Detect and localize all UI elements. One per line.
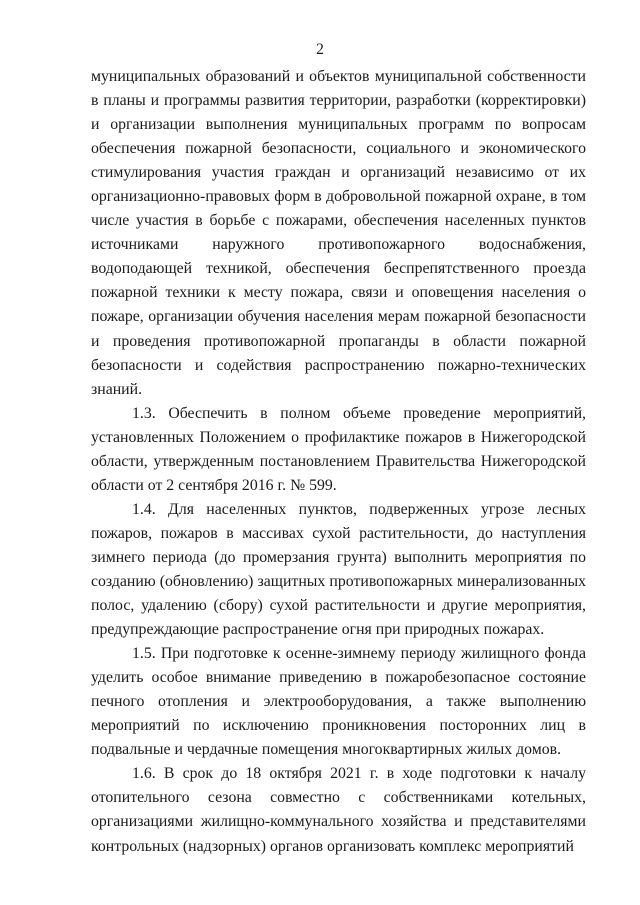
paragraph-1-5: 1.5. При подготовке к осенне-зимнему периоду жилищного фонда уделить особое внимание приведению в пожаробезопасное состояние печного отопления и электрооборудования, а также выполнению мероприятий по исключению проникновения посторонних лиц в подвальные и чердачные помещения многоквартирных жилых домов. xyxy=(91,645,586,759)
page-number: 2 xyxy=(316,41,324,58)
document-body xyxy=(91,65,586,859)
paragraph-1-6: 1.6. В срок до 18 октября 2021 г. в ходе подготовки к началу отопительного сезона совместно с собственниками котельных, организациями жилищно-коммунального хозяйства и представителями контрольных (надзорных) органов организовать комплекс мероприятий xyxy=(91,765,586,855)
paragraph-continuation: муниципальных образований и объектов муниципальной собственности в планы и программы развития территории, разработки (корректировки) и организации выполнения муниципальных программ по вопросам обеспечения пожарной безопасности, социального и экономического стимулирования участия граждан и организаций независимо от их организационно-правовых форм в добровольной пожарной охране, в том числе участия в борьбе с пожарами, обеспечения населенных пунктов источниками наружного противопожарного водоснабжения, водоподающей техникой, обеспечения беспрепятственного проезда пожарной техники к месту пожара, связи и оповещения населения о пожаре, организации обучения населения мерам пожарной безопасности и проведения противопожарной пропаганды в области пожарной безопасности и содействия распространению пожарно-технических знаний. xyxy=(91,68,586,398)
paragraph-1-4: 1.4. Для населенных пунктов, подверженных угрозе лесных пожаров, пожаров в массивах сухой растительности, до наступления зимнего периода (до промерзания грунта) выполнить мероприятия по созданию (обновлению) защитных противопожарных минерализованных полос, удалению (сбору) сухой растительности и другие мероприятия, предупреждающие распространение огня при природных пожарах. xyxy=(91,500,586,639)
paragraph-1-3: 1.3. Обеспечить в полном объеме проведение мероприятий, установленных Положением о профилактике пожаров в Нижегородской области, утвержденным постановлением Правительства Нижегородской области от 2 сентября 2016 г. № 599. xyxy=(91,404,586,494)
